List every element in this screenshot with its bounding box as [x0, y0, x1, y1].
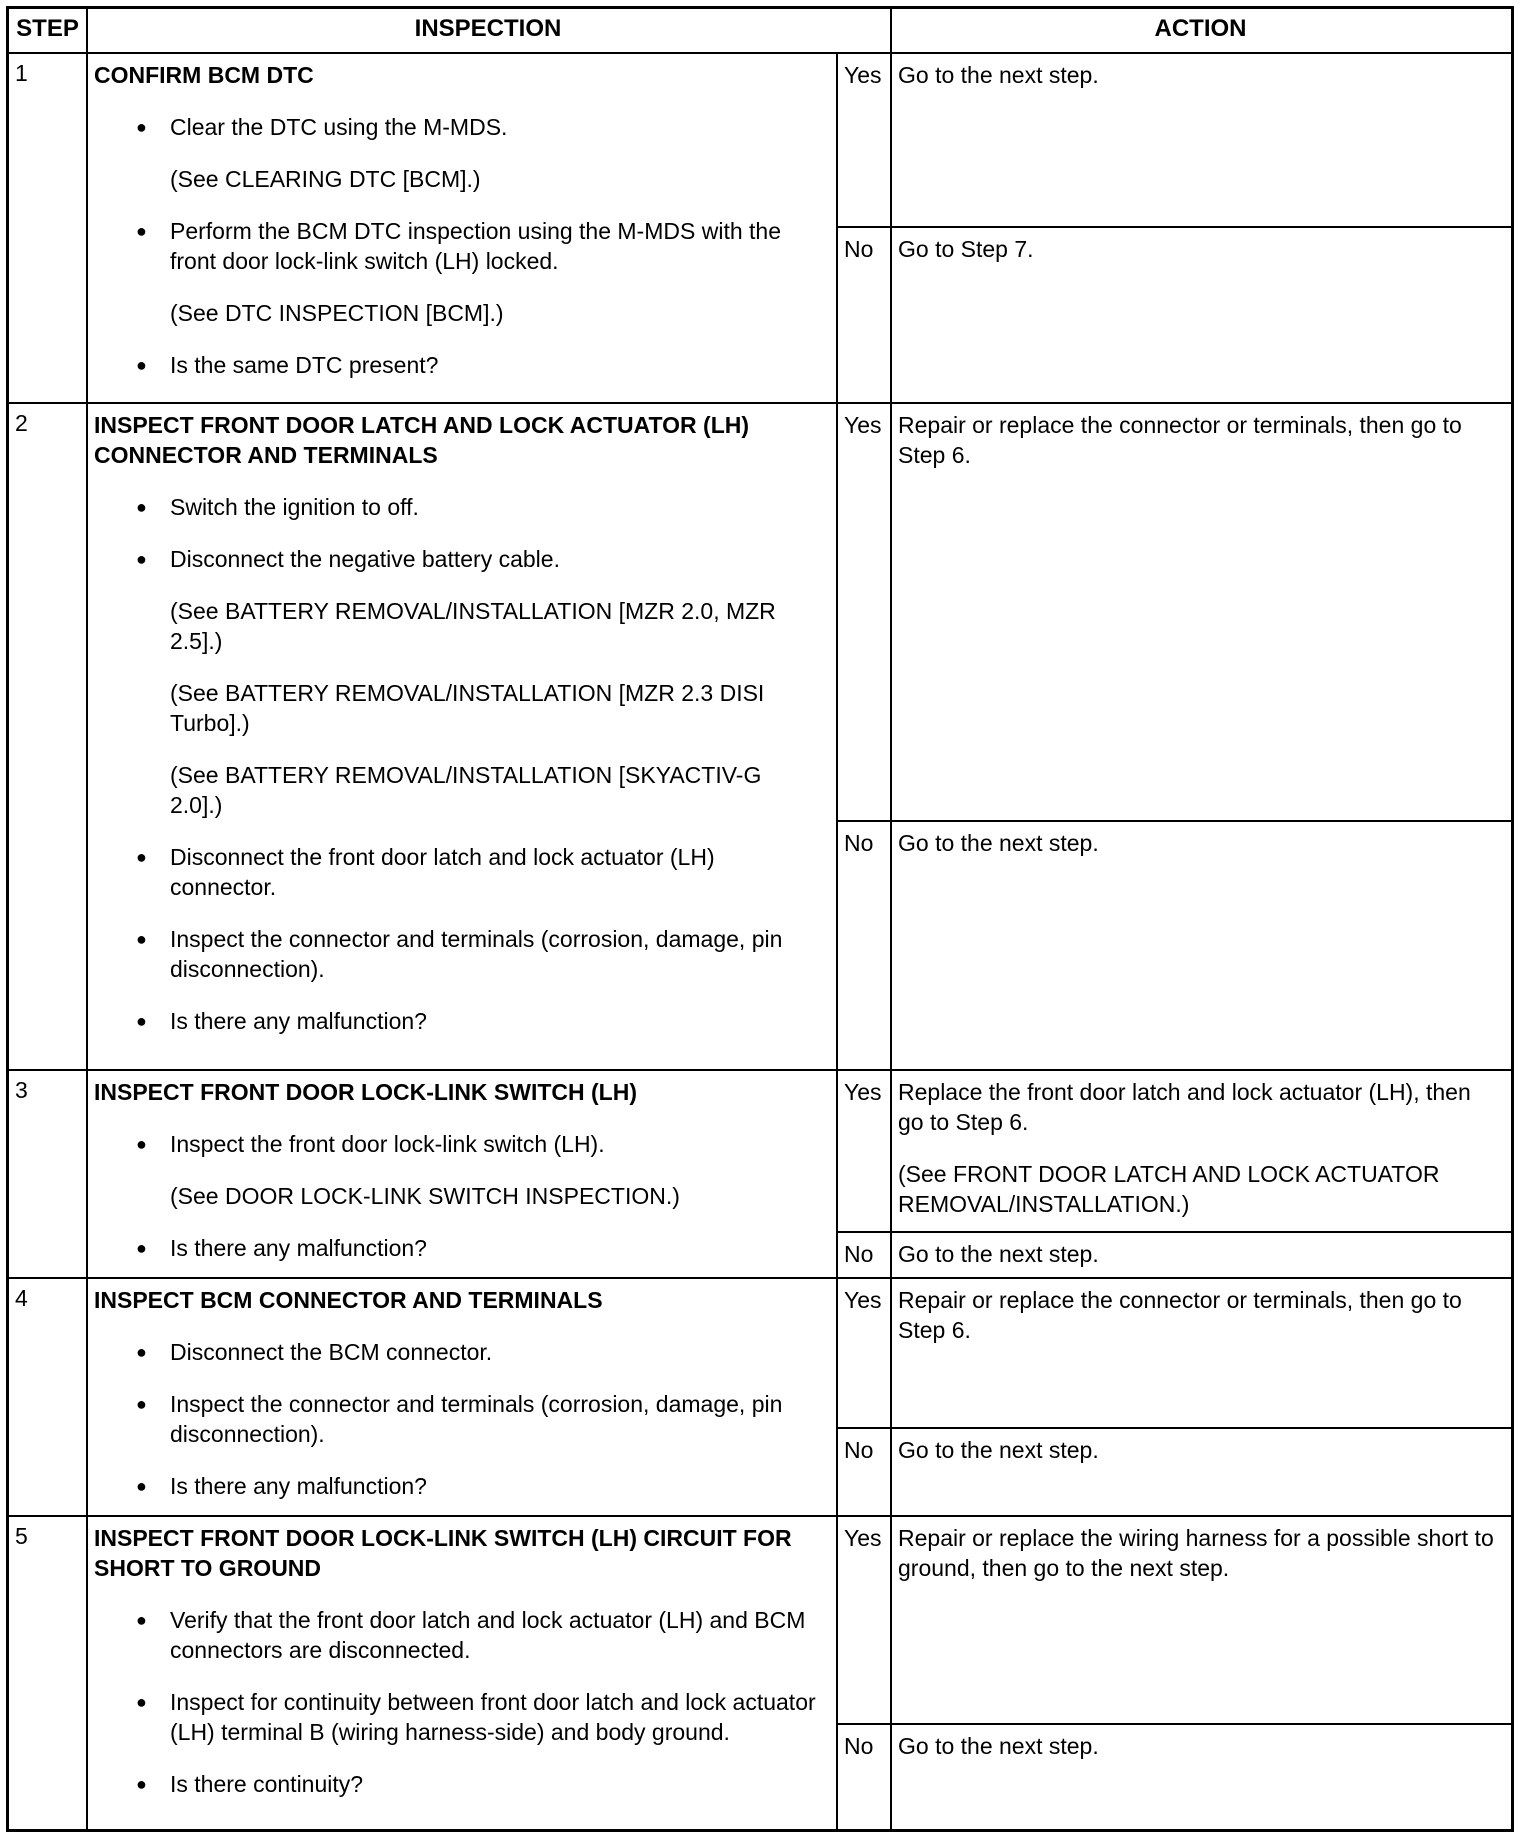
yes-action — [892, 52, 1511, 112]
diagnostic-table — [6, 6, 1514, 1832]
inspection-cell — [88, 402, 836, 1058]
inspection-cell — [88, 1515, 836, 1821]
yes-action — [892, 1515, 1511, 1605]
no-label: No — [844, 1241, 874, 1267]
inspection-cell — [88, 52, 836, 402]
no-label: No — [844, 236, 874, 262]
step-number: 3 — [15, 1077, 28, 1103]
reference-note: (See BATTERY REMOVAL/INSTALLATION [MZR 2.3 DISI Turbo].) — [170, 680, 765, 736]
action-text: Replace the front door latch and lock actuator (LH), then go to Step 6. — [898, 1079, 1471, 1135]
action-text: Go to the next step. — [898, 830, 1099, 856]
reference-note: (See DTC INSPECTION [BCM].) — [170, 300, 504, 326]
no-label: No — [844, 830, 874, 856]
inspection-cell — [88, 1277, 836, 1523]
reference-note: (See BATTERY REMOVAL/INSTALLATION [SKYACTIV-G 2.0].) — [170, 762, 762, 818]
header-inspection: INSPECTION — [414, 15, 562, 42]
bullet-item: ● Is there any malfunction? — [94, 1471, 820, 1501]
yes-label: Yes — [844, 62, 882, 88]
no-label: No — [844, 1733, 874, 1759]
yes-label: Yes — [844, 1287, 882, 1313]
no-action — [892, 226, 1511, 286]
bullet-item: ● Disconnect the front door latch and lock actuator (LH) connector. — [94, 842, 820, 902]
action-text: Go to the next step. — [898, 1241, 1099, 1267]
step-title: INSPECT FRONT DOOR LOCK-LINK SWITCH (LH) — [94, 1079, 638, 1105]
yes-action — [892, 402, 1511, 492]
action-text: Repair or replace the wiring harness for a possible short to ground, then go to the next step. — [898, 1525, 1494, 1581]
action-text: Go to the next step. — [898, 1733, 1099, 1759]
step-title: INSPECT FRONT DOOR LOCK-LINK SWITCH (LH) CIRCUIT FOR SHORT TO GROUND — [94, 1525, 792, 1581]
bullet-item: ● Verify that the front door latch and lock actuator (LH) and BCM connectors are disconnected. — [94, 1605, 820, 1665]
bullet-item: ● Disconnect the BCM connector. — [94, 1337, 820, 1367]
yes-label: Yes — [844, 1079, 882, 1105]
bullet-item: ● Inspect the front door lock-link switch (LH). — [94, 1129, 820, 1159]
header-action: ACTION — [1154, 15, 1247, 42]
no-label: No — [844, 1437, 874, 1463]
bullet-item: ● Disconnect the negative battery cable. — [94, 544, 820, 574]
action-text: Go to the next step. — [898, 62, 1099, 88]
step-number: 5 — [15, 1523, 28, 1549]
action-text: Repair or replace the connector or terminals, then go to Step 6. — [898, 412, 1462, 468]
step-title: CONFIRM BCM DTC — [94, 62, 314, 88]
bullet-item: ● Inspect the connector and terminals (corrosion, damage, pin disconnection). — [94, 924, 820, 984]
no-action — [892, 1427, 1511, 1487]
bullet-item: ● Is there any malfunction? — [94, 1006, 820, 1036]
step-title: INSPECT BCM CONNECTOR AND TERMINALS — [94, 1287, 603, 1313]
bullet-item: ● Inspect the connector and terminals (corrosion, damage, pin disconnection). — [94, 1389, 820, 1449]
bullet-item: ● Switch the ignition to off. — [94, 492, 820, 522]
bullet-item: ● Is the same DTC present? — [94, 350, 820, 380]
yes-action — [892, 1069, 1511, 1241]
column-divider — [836, 52, 838, 1832]
action-text: Repair or replace the connector or terminals, then go to Step 6. — [898, 1287, 1462, 1343]
bullet-item: ● Perform the BCM DTC inspection using the M-MDS with the front door lock-link switch (LH) locked. — [94, 216, 820, 276]
action-text: Go to Step 7. — [898, 236, 1034, 262]
step-number: 4 — [15, 1285, 28, 1311]
step-number: 2 — [15, 410, 28, 436]
header-step: STEP — [16, 15, 79, 42]
reference-note: (See DOOR LOCK-LINK SWITCH INSPECTION.) — [170, 1183, 680, 1209]
action-text: (See FRONT DOOR LATCH AND LOCK ACTUATOR REMOVAL/INSTALLATION.) — [898, 1161, 1440, 1217]
step-title: INSPECT FRONT DOOR LATCH AND LOCK ACTUATOR (LH) CONNECTOR AND TERMINALS — [94, 412, 750, 468]
reference-note: (See CLEARING DTC [BCM].) — [170, 166, 481, 192]
yes-label: Yes — [844, 412, 882, 438]
inspection-cell — [88, 1069, 836, 1285]
no-action — [892, 820, 1511, 880]
yes-action — [892, 1277, 1511, 1367]
no-action — [892, 1723, 1511, 1783]
action-text: Go to the next step. — [898, 1437, 1099, 1463]
bullet-item: ● Is there continuity? — [94, 1769, 820, 1799]
step-number: 1 — [15, 60, 28, 86]
bullet-item: ● Clear the DTC using the M-MDS. — [94, 112, 820, 142]
yes-label: Yes — [844, 1525, 882, 1551]
bullet-item: ● Inspect for continuity between front door latch and lock actuator (LH) terminal B (wiring harness-side) and body ground. — [94, 1687, 820, 1747]
bullet-item: ● Is there any malfunction? — [94, 1233, 820, 1263]
reference-note: (See BATTERY REMOVAL/INSTALLATION [MZR 2.0, MZR 2.5].) — [170, 598, 776, 654]
